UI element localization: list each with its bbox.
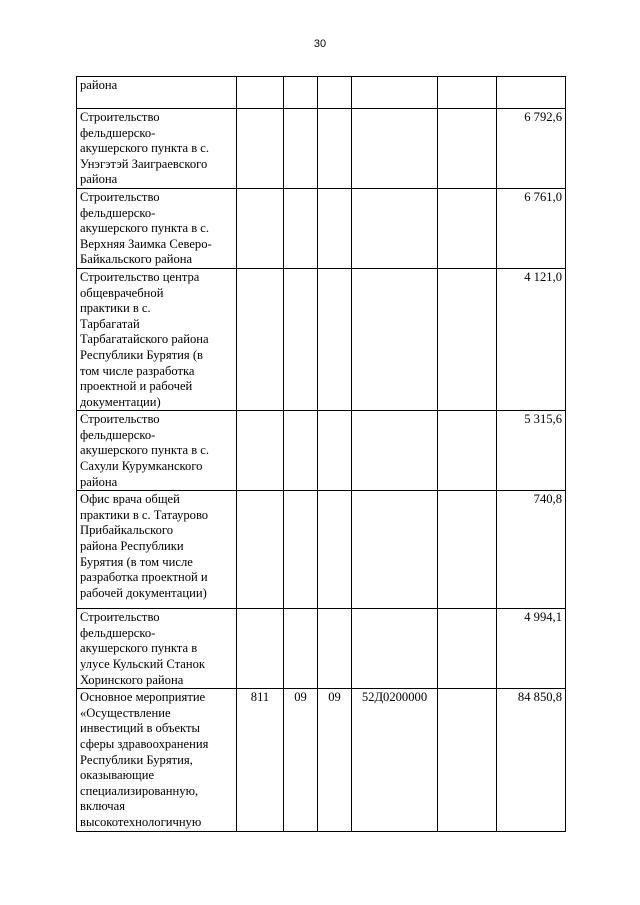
cell-subsection xyxy=(318,109,352,189)
cell-sum-text: 6 792,6 xyxy=(524,110,562,124)
cell-name xyxy=(77,689,237,832)
table-body xyxy=(77,77,566,832)
cell-subsection xyxy=(318,689,352,832)
cell-section xyxy=(284,491,318,609)
cell-sum xyxy=(497,188,566,268)
cell-admin-code xyxy=(237,268,284,410)
table-row xyxy=(77,411,566,491)
table-row xyxy=(77,109,566,189)
cell-name xyxy=(77,188,237,268)
cell-sum-text: 5 315,6 xyxy=(524,412,562,427)
cell-target-article-text: 52Д0200000 xyxy=(361,690,428,705)
cell-name xyxy=(77,609,237,689)
cell-subsection xyxy=(318,188,352,268)
cell-name xyxy=(77,411,237,491)
cell-name-text: Офис врача общей практики в с. Татаурово Прибайкальского района Республики Бурятия (в том числе разработка проектной и рабочей документации) xyxy=(80,492,209,600)
cell-subsection xyxy=(318,77,352,109)
cell-section xyxy=(284,609,318,689)
table-row xyxy=(77,77,566,109)
cell-section xyxy=(284,109,318,189)
cell-admin-code-text: 811 xyxy=(250,690,270,705)
budget-table xyxy=(76,76,566,832)
cell-name-text: Строительство фельдшерско- акушерского пункта в с. Унэгэтэй Заиграевского района xyxy=(80,110,210,187)
cell-section xyxy=(284,411,318,491)
table-row xyxy=(77,188,566,268)
table-row xyxy=(77,268,566,410)
cell-section xyxy=(284,77,318,109)
cell-sum-text: 4 994,1 xyxy=(524,610,562,625)
cell-sum xyxy=(497,491,566,609)
cell-sum-text: 740,8 xyxy=(533,492,562,507)
cell-target-article xyxy=(352,77,438,109)
cell-section xyxy=(284,188,318,268)
cell-sum xyxy=(497,109,566,189)
cell-admin-code xyxy=(237,411,284,491)
cell-name-text: Строительство фельдшерско- акушерского пункта в с. Сахули Курумканского района xyxy=(80,412,210,489)
cell-admin-code xyxy=(237,109,284,189)
cell-target-article xyxy=(352,109,438,189)
cell-subsection xyxy=(318,411,352,491)
cell-subsection xyxy=(318,609,352,689)
cell-name-text: Строительство центра общеврачебной практики в с. Тарбагатай Тарбагатайского района Республики Бурятия (в том числе разработка проектной и рабочей документации) xyxy=(80,269,209,409)
cell-expense-type xyxy=(438,188,497,268)
cell-target-article xyxy=(352,188,438,268)
table-row xyxy=(77,689,566,832)
table-row xyxy=(77,491,566,609)
cell-sum xyxy=(497,689,566,832)
cell-expense-type xyxy=(438,77,497,109)
cell-section xyxy=(284,689,318,832)
cell-subsection xyxy=(318,491,352,609)
cell-name-text: района xyxy=(80,78,118,92)
cell-admin-code xyxy=(237,689,284,832)
cell-subsection-text: 09 xyxy=(328,690,341,705)
cell-name-text: Строительство фельдшерско- акушерского пункта в с. Верхняя Заимка Северо- Байкальского района xyxy=(80,189,212,267)
cell-sum xyxy=(497,411,566,491)
cell-name-text: Строительство фельдшерско- акушерского пункта в улусе Кульский Станок Хоринского района xyxy=(80,610,206,687)
cell-admin-code xyxy=(237,609,284,689)
cell-name-text: Основное мероприятие «Осуществление инвестиций в объекты сферы здравоохранения Республики Бурятия, оказывающие специализированную, включая высокотехнологичную xyxy=(80,690,209,829)
cell-section xyxy=(284,268,318,410)
page-number: 30 xyxy=(313,38,327,50)
cell-expense-type xyxy=(438,689,497,832)
cell-expense-type xyxy=(438,491,497,609)
cell-expense-type xyxy=(438,609,497,689)
cell-expense-type xyxy=(438,109,497,189)
cell-target-article xyxy=(352,491,438,609)
cell-sum-text: 6 761,0 xyxy=(524,189,562,204)
cell-name xyxy=(77,77,237,109)
cell-admin-code xyxy=(237,188,284,268)
cell-name xyxy=(77,268,237,410)
cell-section-text: 09 xyxy=(294,690,307,705)
cell-target-article xyxy=(352,268,438,410)
cell-subsection xyxy=(318,268,352,410)
table-row xyxy=(77,609,566,689)
cell-target-article xyxy=(352,609,438,689)
cell-expense-type xyxy=(438,411,497,491)
cell-sum xyxy=(497,77,566,109)
cell-name xyxy=(77,109,237,189)
cell-sum-text: 84 850,8 xyxy=(517,690,562,705)
cell-expense-type xyxy=(438,268,497,410)
cell-name xyxy=(77,491,237,609)
cell-admin-code xyxy=(237,491,284,609)
cell-target-article xyxy=(352,411,438,491)
cell-target-article xyxy=(352,689,438,832)
cell-admin-code xyxy=(237,77,284,109)
cell-sum xyxy=(497,609,566,689)
cell-sum-text: 4 121,0 xyxy=(524,269,562,284)
cell-sum xyxy=(497,268,566,410)
